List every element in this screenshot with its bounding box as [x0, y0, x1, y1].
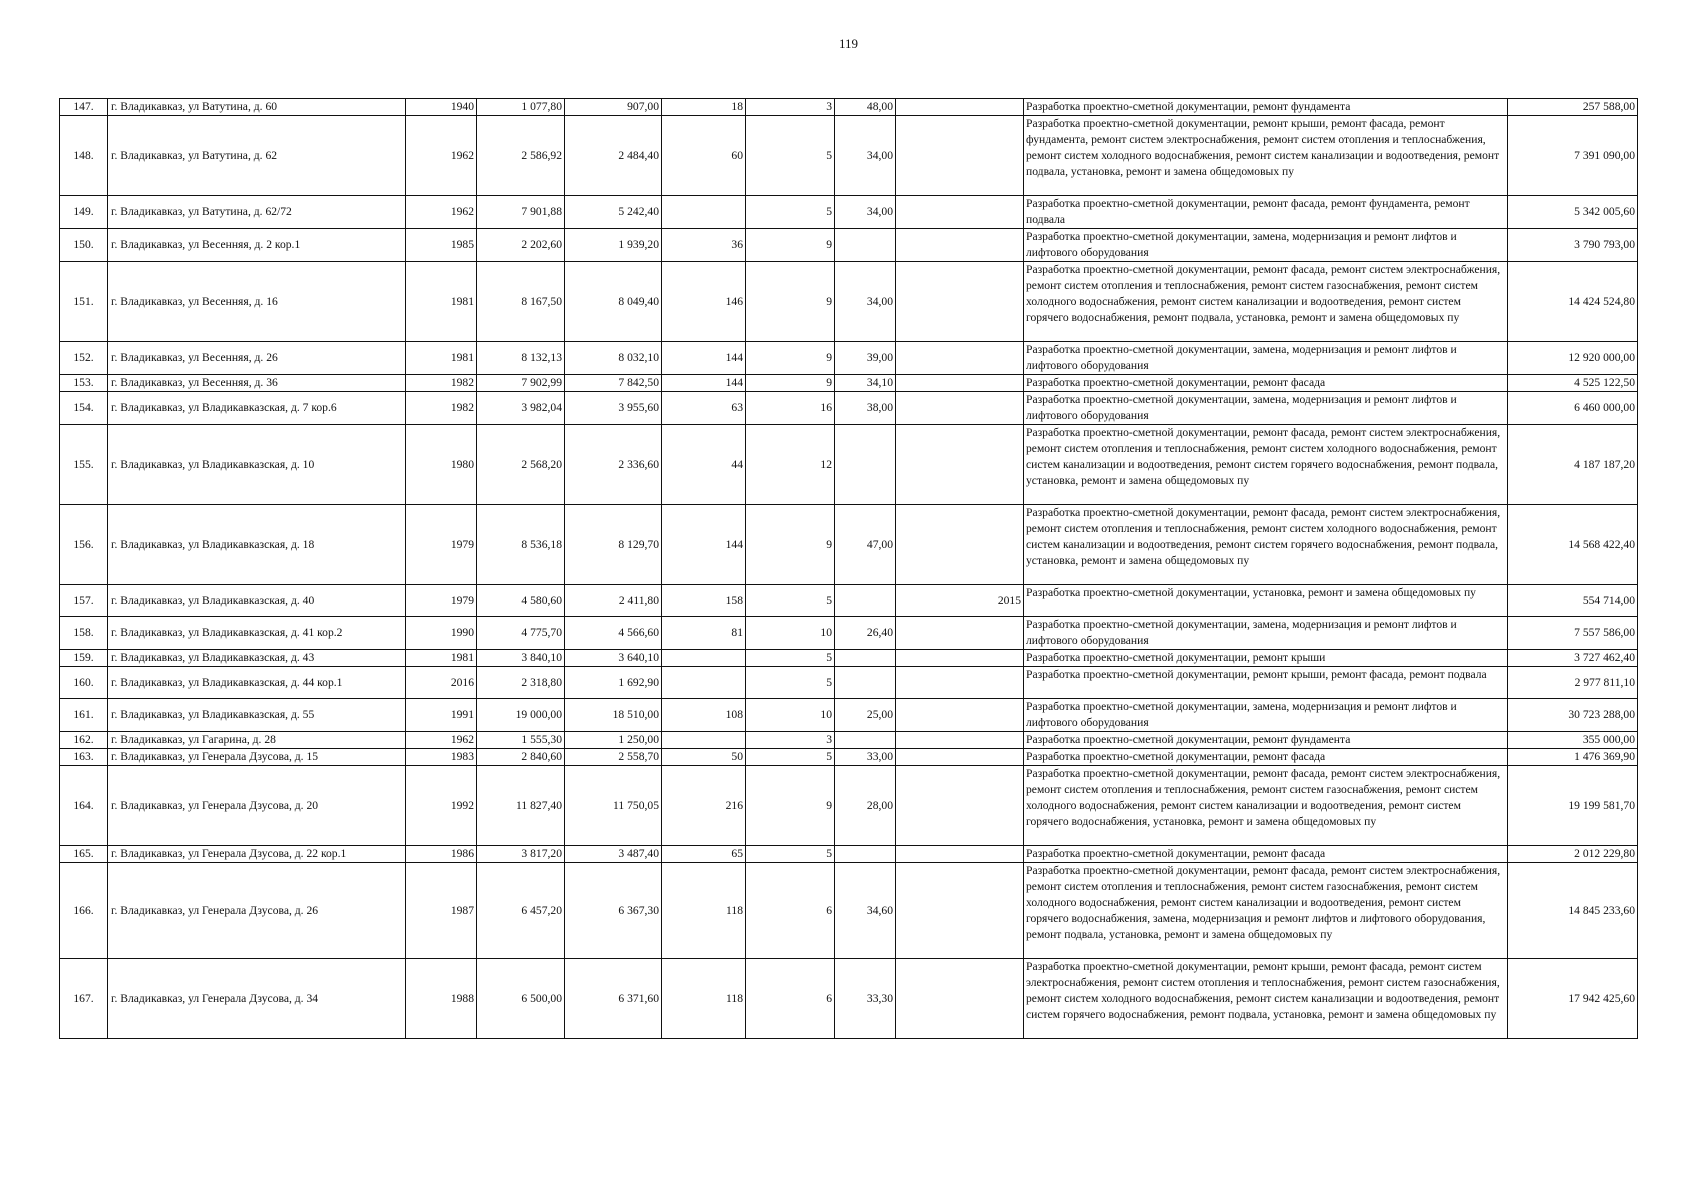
total-area-cell: 11 827,40: [477, 766, 565, 846]
wear-cell: [835, 732, 896, 749]
address-cell: г. Владикавказ, ул Гагарина, д. 28: [108, 732, 406, 749]
works-cell: Разработка проектно-сметной документации, ремонт фасада, ремонт систем электроснабжения, ремонт систем отопления и теплоснабжения, ремонт систем газоснабжения, ремонт систем холодного водоснабжения, ремонт систем канализации и водоотведения, ремонт систем горячего водоснабжения, установка, ремонт и замена общедомовых пу: [1024, 766, 1508, 846]
row-number: 161.: [60, 699, 108, 732]
residents-cell: 144: [662, 375, 746, 392]
cost-cell: 14 424 524,80: [1508, 262, 1638, 342]
total-area-cell: 4 775,70: [477, 617, 565, 650]
last-repair-cell: [896, 749, 1024, 766]
floors-cell: 9: [746, 505, 835, 585]
works-cell: Разработка проектно-сметной документации, ремонт крыши, ремонт фасада, ремонт систем электроснабжения, ремонт систем отопления и теплоснабжения, ремонт систем газоснабжения, ремонт систем холодного водоснабжения, ремонт систем канализации и водоотведения, ремонт систем горячего водоснабжения, ремонт подвала, установка, ремонт и замена общедомовых пу: [1024, 959, 1508, 1039]
living-area-cell: 8 032,10: [565, 342, 662, 375]
last-repair-cell: [896, 766, 1024, 846]
floors-cell: 5: [746, 116, 835, 196]
living-area-cell: 6 371,60: [565, 959, 662, 1039]
residents-cell: 108: [662, 699, 746, 732]
total-area-cell: 1 555,30: [477, 732, 565, 749]
living-area-cell: 5 242,40: [565, 196, 662, 229]
address-cell: г. Владикавказ, ул Владикавказская, д. 43: [108, 650, 406, 667]
wear-cell: 34,00: [835, 116, 896, 196]
last-repair-cell: [896, 617, 1024, 650]
total-area-cell: 8 132,13: [477, 342, 565, 375]
year-cell: 1987: [406, 863, 477, 959]
table-row: [60, 425, 1638, 505]
year-cell: 2016: [406, 667, 477, 699]
residents-cell: [662, 667, 746, 699]
floors-cell: 9: [746, 229, 835, 262]
address-cell: г. Владикавказ, ул Генерала Дзусова, д. 34: [108, 959, 406, 1039]
residents-cell: 158: [662, 585, 746, 617]
row-number: 152.: [60, 342, 108, 375]
address-cell: г. Владикавказ, ул Владикавказская, д. 40: [108, 585, 406, 617]
wear-cell: 48,00: [835, 99, 896, 116]
works-cell: Разработка проектно-сметной документации, ремонт фасада, ремонт систем электроснабжения, ремонт систем отопления и теплоснабжения, ремонт систем холодного водоснабжения, ремонт систем канализации и водоотведения, ремонт систем горячего водоснабжения, ремонт подвала, установка, ремонт и замена общедомовых пу: [1024, 425, 1508, 505]
living-area-cell: 6 367,30: [565, 863, 662, 959]
table-row: [60, 505, 1638, 585]
works-cell: Разработка проектно-сметной документации, ремонт фасада, ремонт систем электроснабжения, ремонт систем отопления и теплоснабжения, ремонт систем газоснабжения, ремонт систем холодного водоснабжения, ремонт систем канализации и водоотведения, ремонт систем горячего водоснабжения, замена, модернизация и ремонт лифтов и лифтового оборудования, ремонт подвала, установка, ремонт и замена общедомовых пу: [1024, 863, 1508, 959]
residents-cell: 18: [662, 99, 746, 116]
works-cell: Разработка проектно-сметной документации, ремонт крыши: [1024, 650, 1508, 667]
last-repair-cell: [896, 116, 1024, 196]
floors-cell: 3: [746, 99, 835, 116]
row-number: 150.: [60, 229, 108, 262]
residents-cell: 216: [662, 766, 746, 846]
cost-cell: 30 723 288,00: [1508, 699, 1638, 732]
floors-cell: 6: [746, 863, 835, 959]
table-row: [60, 667, 1638, 699]
works-cell: Разработка проектно-сметной документации, ремонт фасада: [1024, 846, 1508, 863]
wear-cell: 39,00: [835, 342, 896, 375]
total-area-cell: 8 536,18: [477, 505, 565, 585]
living-area-cell: 907,00: [565, 99, 662, 116]
last-repair-cell: [896, 229, 1024, 262]
floors-cell: 5: [746, 667, 835, 699]
last-repair-cell: [896, 505, 1024, 585]
works-cell: Разработка проектно-сметной документации, установка, ремонт и замена общедомовых пу: [1024, 585, 1508, 617]
residents-cell: 50: [662, 749, 746, 766]
last-repair-cell: [896, 196, 1024, 229]
repair-register-table: [59, 98, 1638, 1039]
residents-cell: 146: [662, 262, 746, 342]
address-cell: г. Владикавказ, ул Владикавказская, д. 44 кор.1: [108, 667, 406, 699]
last-repair-cell: [896, 650, 1024, 667]
row-number: 163.: [60, 749, 108, 766]
table-row: [60, 262, 1638, 342]
living-area-cell: 4 566,60: [565, 617, 662, 650]
total-area-cell: 7 902,99: [477, 375, 565, 392]
living-area-cell: 1 939,20: [565, 229, 662, 262]
floors-cell: 9: [746, 375, 835, 392]
year-cell: 1981: [406, 262, 477, 342]
residents-cell: [662, 650, 746, 667]
year-cell: 1980: [406, 425, 477, 505]
floors-cell: 10: [746, 699, 835, 732]
residents-cell: 144: [662, 342, 746, 375]
cost-cell: 7 391 090,00: [1508, 116, 1638, 196]
cost-cell: 3 790 793,00: [1508, 229, 1638, 262]
floors-cell: 16: [746, 392, 835, 425]
floors-cell: 5: [746, 650, 835, 667]
last-repair-cell: [896, 846, 1024, 863]
year-cell: 1981: [406, 650, 477, 667]
residents-cell: 81: [662, 617, 746, 650]
year-cell: 1962: [406, 732, 477, 749]
living-area-cell: 2 411,80: [565, 585, 662, 617]
last-repair-cell: [896, 342, 1024, 375]
wear-cell: [835, 650, 896, 667]
floors-cell: 5: [746, 749, 835, 766]
total-area-cell: 2 586,92: [477, 116, 565, 196]
works-cell: Разработка проектно-сметной документации, ремонт фасада, ремонт систем электроснабжения, ремонт систем отопления и теплоснабжения, ремонт систем газоснабжения, ремонт систем холодного водоснабжения, ремонт систем канализации и водоотведения, ремонт систем горячего водоснабжения, ремонт подвала, установка, ремонт и замена общедомовых пу: [1024, 262, 1508, 342]
row-number: 166.: [60, 863, 108, 959]
floors-cell: 9: [746, 262, 835, 342]
cost-cell: 554 714,00: [1508, 585, 1638, 617]
total-area-cell: 3 840,10: [477, 650, 565, 667]
row-number: 154.: [60, 392, 108, 425]
works-cell: Разработка проектно-сметной документации, замена, модернизация и ремонт лифтов и лифтового оборудования: [1024, 342, 1508, 375]
wear-cell: [835, 846, 896, 863]
wear-cell: 33,00: [835, 749, 896, 766]
table-row: [60, 846, 1638, 863]
wear-cell: [835, 229, 896, 262]
table-row: [60, 116, 1638, 196]
works-cell: Разработка проектно-сметной документации, замена, модернизация и ремонт лифтов и лифтового оборудования: [1024, 699, 1508, 732]
table-row: [60, 342, 1638, 375]
works-cell: Разработка проектно-сметной документации, ремонт фасада: [1024, 749, 1508, 766]
cost-cell: 14 568 422,40: [1508, 505, 1638, 585]
last-repair-cell: [896, 375, 1024, 392]
residents-cell: 118: [662, 959, 746, 1039]
cost-cell: 257 588,00: [1508, 99, 1638, 116]
year-cell: 1979: [406, 585, 477, 617]
cost-cell: 7 557 586,00: [1508, 617, 1638, 650]
floors-cell: 3: [746, 732, 835, 749]
floors-cell: 9: [746, 766, 835, 846]
row-number: 156.: [60, 505, 108, 585]
last-repair-cell: [896, 959, 1024, 1039]
row-number: 147.: [60, 99, 108, 116]
address-cell: г. Владикавказ, ул Владикавказская, д. 18: [108, 505, 406, 585]
total-area-cell: 8 167,50: [477, 262, 565, 342]
cost-cell: 355 000,00: [1508, 732, 1638, 749]
total-area-cell: 4 580,60: [477, 585, 565, 617]
year-cell: 1982: [406, 375, 477, 392]
floors-cell: 9: [746, 342, 835, 375]
table-row: [60, 732, 1638, 749]
row-number: 157.: [60, 585, 108, 617]
address-cell: г. Владикавказ, ул Генерала Дзусова, д. 26: [108, 863, 406, 959]
address-cell: г. Владикавказ, ул Ватутина, д. 62/72: [108, 196, 406, 229]
table-row: [60, 863, 1638, 959]
row-number: 151.: [60, 262, 108, 342]
table-row: [60, 766, 1638, 846]
year-cell: 1940: [406, 99, 477, 116]
wear-cell: 28,00: [835, 766, 896, 846]
works-cell: Разработка проектно-сметной документации, замена, модернизация и ремонт лифтов и лифтового оборудования: [1024, 617, 1508, 650]
works-cell: Разработка проектно-сметной документации, ремонт фасада: [1024, 375, 1508, 392]
living-area-cell: 3 487,40: [565, 846, 662, 863]
total-area-cell: 6 500,00: [477, 959, 565, 1039]
living-area-cell: 7 842,50: [565, 375, 662, 392]
wear-cell: 34,00: [835, 196, 896, 229]
cost-cell: 1 476 369,90: [1508, 749, 1638, 766]
cost-cell: 5 342 005,60: [1508, 196, 1638, 229]
row-number: 167.: [60, 959, 108, 1039]
address-cell: г. Владикавказ, ул Генерала Дзусова, д. 15: [108, 749, 406, 766]
cost-cell: 4 187 187,20: [1508, 425, 1638, 505]
residents-cell: [662, 196, 746, 229]
residents-cell: 36: [662, 229, 746, 262]
table-row: [60, 650, 1638, 667]
total-area-cell: 3 982,04: [477, 392, 565, 425]
cost-cell: 6 460 000,00: [1508, 392, 1638, 425]
total-area-cell: 1 077,80: [477, 99, 565, 116]
works-cell: Разработка проектно-сметной документации, замена, модернизация и ремонт лифтов и лифтового оборудования: [1024, 229, 1508, 262]
total-area-cell: 2 840,60: [477, 749, 565, 766]
living-area-cell: 2 336,60: [565, 425, 662, 505]
address-cell: г. Владикавказ, ул Генерала Дзусова, д. 20: [108, 766, 406, 846]
cost-cell: 2 012 229,80: [1508, 846, 1638, 863]
row-number: 164.: [60, 766, 108, 846]
residents-cell: 60: [662, 116, 746, 196]
wear-cell: 25,00: [835, 699, 896, 732]
total-area-cell: 2 568,20: [477, 425, 565, 505]
total-area-cell: 19 000,00: [477, 699, 565, 732]
living-area-cell: 1 250,00: [565, 732, 662, 749]
address-cell: г. Владикавказ, ул Владикавказская, д. 10: [108, 425, 406, 505]
floors-cell: 10: [746, 617, 835, 650]
cost-cell: 12 920 000,00: [1508, 342, 1638, 375]
row-number: 165.: [60, 846, 108, 863]
address-cell: г. Владикавказ, ул Генерала Дзусова, д. 22 кор.1: [108, 846, 406, 863]
residents-cell: [662, 732, 746, 749]
living-area-cell: 1 692,90: [565, 667, 662, 699]
residents-cell: 65: [662, 846, 746, 863]
wear-cell: 33,30: [835, 959, 896, 1039]
wear-cell: 34,10: [835, 375, 896, 392]
works-cell: Разработка проектно-сметной документации, ремонт крыши, ремонт фасада, ремонт фундамента, ремонт систем электроснабжения, ремонт систем отопления и теплоснабжения, ремонт систем холодного водоснабжения, ремонт систем канализации и водоотведения, ремонт подвала, установка, ремонт и замена общедомовых пу: [1024, 116, 1508, 196]
wear-cell: 34,00: [835, 262, 896, 342]
floors-cell: 6: [746, 959, 835, 1039]
works-cell: Разработка проектно-сметной документации, ремонт крыши, ремонт фасада, ремонт подвала: [1024, 667, 1508, 699]
address-cell: г. Владикавказ, ул Владикавказская, д. 55: [108, 699, 406, 732]
row-number: 153.: [60, 375, 108, 392]
year-cell: 1962: [406, 116, 477, 196]
address-cell: г. Владикавказ, ул Весенняя, д. 16: [108, 262, 406, 342]
address-cell: г. Владикавказ, ул Весенняя, д. 2 кор.1: [108, 229, 406, 262]
year-cell: 1982: [406, 392, 477, 425]
living-area-cell: 8 129,70: [565, 505, 662, 585]
total-area-cell: 6 457,20: [477, 863, 565, 959]
works-cell: Разработка проектно-сметной документации, замена, модернизация и ремонт лифтов и лифтового оборудования: [1024, 392, 1508, 425]
table-row: [60, 229, 1638, 262]
last-repair-cell: [896, 392, 1024, 425]
table-row: [60, 99, 1638, 116]
wear-cell: 47,00: [835, 505, 896, 585]
floors-cell: 12: [746, 425, 835, 505]
living-area-cell: 3 640,10: [565, 650, 662, 667]
year-cell: 1981: [406, 342, 477, 375]
address-cell: г. Владикавказ, ул Ватутина, д. 60: [108, 99, 406, 116]
total-area-cell: 2 318,80: [477, 667, 565, 699]
year-cell: 1988: [406, 959, 477, 1039]
row-number: 158.: [60, 617, 108, 650]
wear-cell: 26,40: [835, 617, 896, 650]
last-repair-cell: [896, 732, 1024, 749]
row-number: 160.: [60, 667, 108, 699]
table-row: [60, 392, 1638, 425]
cost-cell: 19 199 581,70: [1508, 766, 1638, 846]
table-row: [60, 196, 1638, 229]
wear-cell: 38,00: [835, 392, 896, 425]
last-repair-cell: [896, 262, 1024, 342]
total-area-cell: 3 817,20: [477, 846, 565, 863]
cost-cell: 3 727 462,40: [1508, 650, 1638, 667]
living-area-cell: 2 484,40: [565, 116, 662, 196]
year-cell: 1983: [406, 749, 477, 766]
living-area-cell: 3 955,60: [565, 392, 662, 425]
year-cell: 1985: [406, 229, 477, 262]
living-area-cell: 8 049,40: [565, 262, 662, 342]
page-number: 119: [838, 36, 859, 51]
address-cell: г. Владикавказ, ул Весенняя, д. 26: [108, 342, 406, 375]
table-row: [60, 617, 1638, 650]
row-number: 149.: [60, 196, 108, 229]
residents-cell: 144: [662, 505, 746, 585]
row-number: 162.: [60, 732, 108, 749]
cost-cell: 17 942 425,60: [1508, 959, 1638, 1039]
wear-cell: [835, 667, 896, 699]
year-cell: 1986: [406, 846, 477, 863]
residents-cell: 44: [662, 425, 746, 505]
table-row: [60, 699, 1638, 732]
row-number: 148.: [60, 116, 108, 196]
wear-cell: [835, 425, 896, 505]
row-number: 155.: [60, 425, 108, 505]
year-cell: 1990: [406, 617, 477, 650]
cost-cell: 4 525 122,50: [1508, 375, 1638, 392]
year-cell: 1991: [406, 699, 477, 732]
last-repair-cell: 2015: [896, 585, 1024, 617]
row-number: 159.: [60, 650, 108, 667]
last-repair-cell: [896, 699, 1024, 732]
year-cell: 1979: [406, 505, 477, 585]
address-cell: г. Владикавказ, ул Ватутина, д. 62: [108, 116, 406, 196]
last-repair-cell: [896, 667, 1024, 699]
table-row: [60, 585, 1638, 617]
living-area-cell: 2 558,70: [565, 749, 662, 766]
cost-cell: 2 977 811,10: [1508, 667, 1638, 699]
floors-cell: 5: [746, 846, 835, 863]
wear-cell: 34,60: [835, 863, 896, 959]
table-row: [60, 959, 1638, 1039]
address-cell: г. Владикавказ, ул Весенняя, д. 36: [108, 375, 406, 392]
works-cell: Разработка проектно-сметной документации, ремонт фундамента: [1024, 732, 1508, 749]
address-cell: г. Владикавказ, ул Владикавказская, д. 7 кор.6: [108, 392, 406, 425]
year-cell: 1992: [406, 766, 477, 846]
living-area-cell: 11 750,05: [565, 766, 662, 846]
living-area-cell: 18 510,00: [565, 699, 662, 732]
residents-cell: 118: [662, 863, 746, 959]
total-area-cell: 7 901,88: [477, 196, 565, 229]
wear-cell: [835, 585, 896, 617]
last-repair-cell: [896, 425, 1024, 505]
year-cell: 1962: [406, 196, 477, 229]
table-row: [60, 749, 1638, 766]
works-cell: Разработка проектно-сметной документации, ремонт фундамента: [1024, 99, 1508, 116]
address-cell: г. Владикавказ, ул Владикавказская, д. 41 кор.2: [108, 617, 406, 650]
total-area-cell: 2 202,60: [477, 229, 565, 262]
works-cell: Разработка проектно-сметной документации, ремонт фасада, ремонт фундамента, ремонт подвала: [1024, 196, 1508, 229]
table-row: [60, 375, 1638, 392]
last-repair-cell: [896, 99, 1024, 116]
last-repair-cell: [896, 863, 1024, 959]
works-cell: Разработка проектно-сметной документации, ремонт фасада, ремонт систем электроснабжения, ремонт систем отопления и теплоснабжения, ремонт систем холодного водоснабжения, ремонт систем канализации и водоотведения, ремонт систем горячего водоснабжения, ремонт подвала, установка, ремонт и замена общедомовых пу: [1024, 505, 1508, 585]
floors-cell: 5: [746, 196, 835, 229]
floors-cell: 5: [746, 585, 835, 617]
cost-cell: 14 845 233,60: [1508, 863, 1638, 959]
residents-cell: 63: [662, 392, 746, 425]
